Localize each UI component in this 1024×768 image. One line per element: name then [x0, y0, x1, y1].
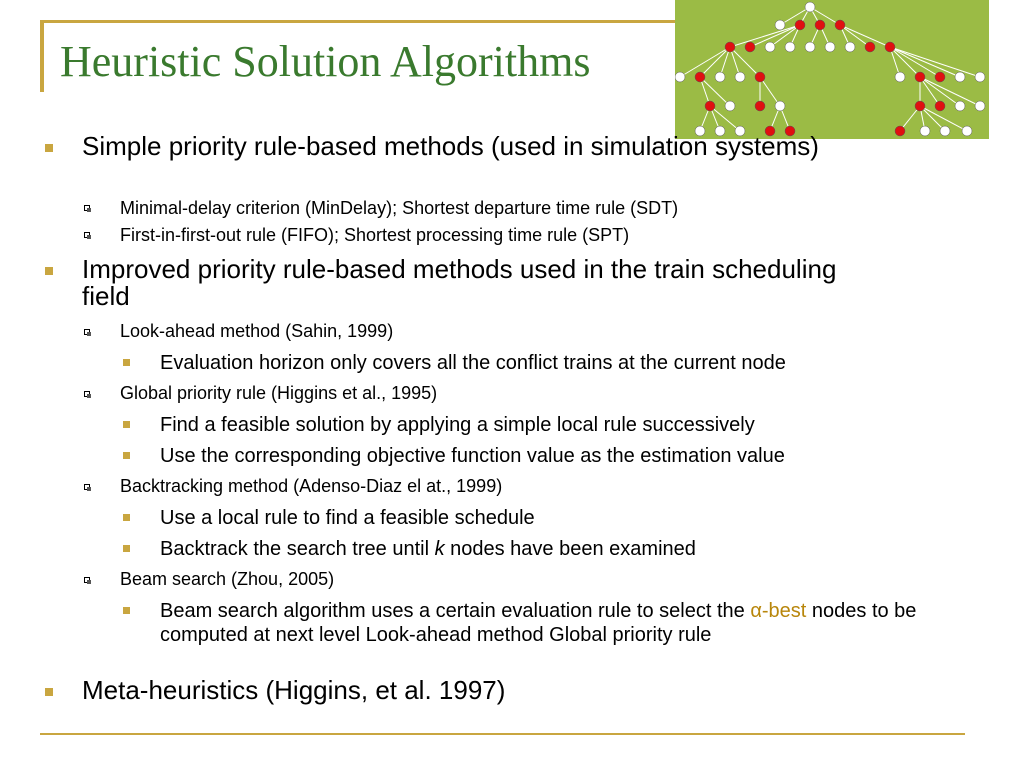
- sub-bullet-marker: [84, 232, 90, 238]
- sub-sub-bullet-marker: [123, 452, 130, 459]
- sub-sub-bullet-evaluation-horizon: Evaluation horizon only covers all the conflict trains at the current node: [160, 352, 786, 374]
- bullet-marker: [45, 267, 53, 275]
- sub-sub-bullet-marker: [123, 607, 130, 614]
- sub-bullet-global-priority: Global priority rule (Higgins et al., 1995): [120, 383, 438, 403]
- text-segment: nodes have been examined: [444, 538, 696, 560]
- alpha-best-highlight: α-best: [750, 600, 807, 622]
- variable-k: k: [434, 538, 445, 560]
- text-segment: Backtrack the search tree until: [160, 538, 435, 560]
- sub-sub-bullet-local-rule: Use a local rule to find a feasible schedule: [160, 507, 535, 529]
- sub-bullet-marker: [84, 484, 90, 490]
- sub-sub-bullet-beam-algorithm: [160, 599, 960, 647]
- bullet-marker: [45, 688, 53, 696]
- slide-title: Heuristic Solution Algorithms: [60, 37, 591, 86]
- sub-bullet-mindelay: Minimal-delay criterion (MinDelay); Shortest departure time rule (SDT): [120, 198, 679, 218]
- sub-bullet-beam-search: Beam search (Zhou, 2005): [120, 569, 335, 589]
- sub-sub-bullet-marker: [123, 421, 130, 428]
- sub-bullet-look-ahead: Look-ahead method (Sahin, 1999): [120, 321, 394, 341]
- text-segment: nodes to be computed at next level Look-ahead method Global priority rule: [160, 600, 917, 646]
- sub-bullet-marker: [84, 205, 90, 211]
- text-segment: Beam search algorithm uses a certain evaluation rule to select the: [160, 600, 751, 622]
- bullet-marker: [45, 144, 53, 152]
- sub-bullet-fifo: First-in-first-out rule (FIFO); Shortest processing time rule (SPT): [120, 225, 630, 245]
- sub-sub-bullet-marker: [123, 514, 130, 521]
- sub-bullet-marker: [84, 577, 90, 583]
- sub-bullet-marker: [84, 329, 90, 335]
- sub-sub-bullet-feasible-solution: Find a feasible solution by applying a simple local rule successively: [160, 414, 755, 436]
- sub-sub-bullet-objective-value: Use the corresponding objective function value as the estimation value: [160, 445, 785, 467]
- sub-bullet-backtracking: Backtracking method (Adenso-Diaz el at., 1999): [120, 476, 503, 496]
- sub-sub-bullet-marker: [123, 545, 130, 552]
- bullet-simple-priority: Simple priority rule-based methods (used in simulation systems): [82, 131, 819, 161]
- sub-bullet-marker: [84, 391, 90, 397]
- bullet-improved-priority: Improved priority rule-based methods used in the train scheduling field: [82, 254, 837, 311]
- footer-accent-line: [40, 733, 965, 735]
- bullet-meta-heuristics: Meta-heuristics (Higgins, et al. 1997): [82, 675, 506, 705]
- sub-sub-bullet-backtrack-tree: [160, 537, 960, 561]
- sub-sub-bullet-marker: [123, 359, 130, 366]
